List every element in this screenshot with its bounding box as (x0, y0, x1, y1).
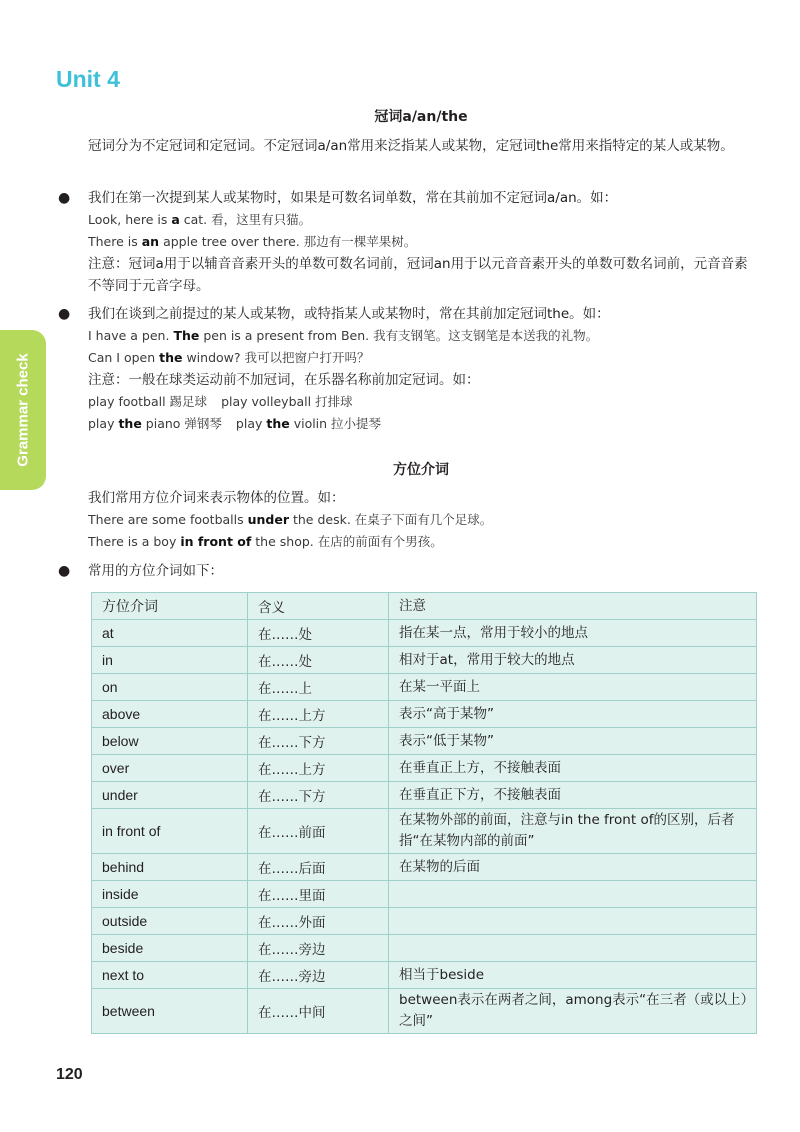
preposition-cell: beside (92, 935, 248, 962)
example-phrases: play the piano 弹钢琴 play the violin 拉小提琴 (88, 416, 382, 431)
bullet-text: 我们在第一次提到某人或某物时，如果是可数名词单数，常在其前加不定冠词a/an。如： (88, 190, 618, 206)
meaning-cell: 在……外面 (248, 908, 389, 935)
prepositions-section-title: 方位介词 (393, 462, 449, 478)
table-row (92, 674, 757, 701)
table-row (92, 854, 757, 881)
meaning-cell: 在……旁边 (248, 935, 389, 962)
preposition-cell: on (92, 674, 248, 701)
meaning-cell: 在……上方 (248, 701, 389, 728)
preposition-cell: behind (92, 854, 248, 881)
articles-intro: 冠词分为不定冠词和定冠词。不定冠词a/an常用来泛指某人或某物，定冠词the常用来指特定的某人或某物。 (88, 138, 734, 154)
note-cell (389, 881, 757, 908)
bullet-dot-icon: ● (58, 563, 71, 579)
table-row (92, 935, 757, 962)
preposition-cell: outside (92, 908, 248, 935)
prepositions-bullet (58, 560, 758, 582)
meaning-cell: 在……下方 (248, 782, 389, 809)
preposition-cell: over (92, 755, 248, 782)
unit-title: Unit 4 (56, 66, 120, 92)
example-sentence: I have a pen. The pen is a present from Ben. 我有支钢笔。这支钢笔是本送我的礼物。 (88, 328, 599, 343)
table-row (92, 728, 757, 755)
bullet-dot-icon: ● (58, 306, 71, 322)
table-header-cell: 方位介词 (92, 593, 248, 620)
note-cell: 相对于at，常用于较大的地点 (389, 647, 757, 674)
note-cell: between表示在两者之间，among表示“在三者（或以上）之间” (389, 989, 757, 1034)
example-sentence: Can I open the window? 我可以把窗户打开吗？ (88, 350, 370, 365)
table-row (92, 881, 757, 908)
note-cell (389, 935, 757, 962)
articles-section-title: 冠词a/an/the (374, 109, 468, 125)
note-cell: 在某一平面上 (389, 674, 757, 701)
preposition-cell: next to (92, 962, 248, 989)
table-row (92, 701, 757, 728)
table-row (92, 755, 757, 782)
example-sentence: There is a boy in front of the shop. 在店的前面有个男孩。 (88, 534, 443, 549)
table-row (92, 782, 757, 809)
meaning-cell: 在……旁边 (248, 962, 389, 989)
note-cell (389, 908, 757, 935)
table-body (92, 620, 757, 1034)
meaning-cell: 在……里面 (248, 881, 389, 908)
note-text: 注意：一般在球类运动前不加冠词，在乐器名称前加定冠词。如： (88, 372, 480, 388)
note-cell: 表示“高于某物” (389, 701, 757, 728)
meaning-cell: 在……中间 (248, 989, 389, 1034)
example-sentence: There is an apple tree over there. 那边有一棵苹果树。 (88, 234, 417, 249)
table-row (92, 908, 757, 935)
table-row (92, 962, 757, 989)
meaning-cell: 在……处 (248, 620, 389, 647)
note-cell: 在垂直正下方，不接触表面 (389, 782, 757, 809)
articles-bullet-1 (58, 187, 758, 297)
table-header-cell: 注意 (389, 593, 757, 620)
table-row (92, 620, 757, 647)
page-number: 120 (56, 1066, 83, 1083)
bullet-text: 常用的方位介词如下： (88, 563, 223, 579)
preposition-cell: above (92, 701, 248, 728)
meaning-cell: 在……上方 (248, 755, 389, 782)
meaning-cell: 在……处 (248, 647, 389, 674)
preposition-cell: under (92, 782, 248, 809)
note-cell: 相当于beside (389, 962, 757, 989)
meaning-cell: 在……后面 (248, 854, 389, 881)
table-header-row (92, 593, 757, 620)
meaning-cell: 在……下方 (248, 728, 389, 755)
example-sentence: Look, here is a cat. 看，这里有只猫。 (88, 212, 312, 227)
table-row (92, 989, 757, 1034)
note-cell: 在垂直正上方，不接触表面 (389, 755, 757, 782)
note-cell: 表示“低于某物” (389, 728, 757, 755)
note-cell: 指在某一点，常用于较小的地点 (389, 620, 757, 647)
preposition-cell: below (92, 728, 248, 755)
prepositions-intro-block (88, 487, 758, 553)
meaning-cell: 在……前面 (248, 809, 389, 854)
preposition-cell: at (92, 620, 248, 647)
prepositions-table (91, 592, 757, 1034)
preposition-cell: inside (92, 881, 248, 908)
side-tab (0, 330, 46, 490)
side-tab-label: Grammar check (14, 353, 32, 467)
articles-bullet-2 (58, 303, 758, 435)
preposition-cell: in (92, 647, 248, 674)
preposition-cell: in front of (92, 809, 248, 854)
note-cell: 在某物外部的前面，注意与in the front of的区别，后者指“在某物内部的前面” (389, 809, 757, 854)
note-text: 注意：冠词a用于以辅音音素开头的单数可数名词前，冠词an用于以元音音素开头的单数可数名词前，元音音素不等同于元音字母。 (88, 256, 748, 294)
preposition-cell: between (92, 989, 248, 1034)
example-sentence: There are some footballs under the desk. 在桌子下面有几个足球。 (88, 512, 493, 527)
table-row (92, 647, 757, 674)
table-header-cell: 含义 (248, 593, 389, 620)
example-phrases: play football 踢足球 play volleyball 打排球 (88, 394, 353, 409)
bullet-dot-icon: ● (58, 190, 71, 206)
prepositions-intro: 我们常用方位介词来表示物体的位置。如： (88, 490, 345, 506)
meaning-cell: 在……上 (248, 674, 389, 701)
table-row (92, 809, 757, 854)
bullet-text: 我们在谈到之前提过的某人或某物，或特指某人或某物时，常在其前加定冠词the。如： (88, 306, 610, 322)
note-cell: 在某物的后面 (389, 854, 757, 881)
